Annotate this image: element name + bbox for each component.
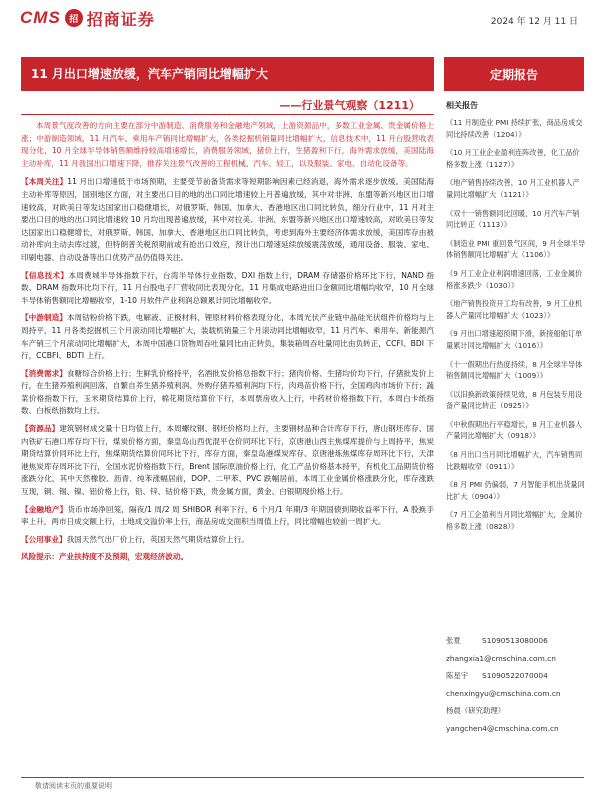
- related-report-link[interactable]: 《制造业 PMI 重回景气区间，9 月全球半导体销售额同比增幅扩大（1106）》: [446, 238, 586, 260]
- section-tag: 【资源品】: [21, 424, 60, 434]
- sidebar: [446, 100, 586, 540]
- main-content: [21, 120, 434, 770]
- analyst-license-id: S1090513080006: [482, 636, 548, 645]
- related-report-link[interactable]: 《中秋假期出行平稳增长，8 月工业机器人产量同比增幅扩大（0918）》: [446, 419, 583, 441]
- section-text: 本周费城半导体指数下行，台湾半导体行业指数、DXI 指数上行，DRAM 存储器价格环比下行，NAND 指数、DRAM 指数环比均下行，11 月台股电子厂营收同比表现分化，11 月集成电路进出口金额同比增幅均收窄，10 月全球半导体销售额同比增幅收窄，1-10 月软件产业利润总额累计同比增幅收窄。: [21, 270, 434, 305]
- report-subtitle: ——行业景气观察（1211）: [279, 99, 420, 112]
- summary-paragraph: 本周景气度改善的方向主要在部分中游制造、消费服务和金融地产领域，上游资源品中，多数工业金属、贵金属价格上涨；中游制造领域，11 月汽车、乘用车产销同比增幅扩大，各类挖掘机销量同比增幅扩大，信息技术中，11 月台股营收表现分化，10 月全球半导体销售额维持较高增速增长，消费服务领域，猪价上行，生猪盈利下行，海外需求放缓，美国陆海主动补库，11 月我国出口增速下降，推荐关注景气改善的工程机械、汽车、轻工，以及服装、家电、自动化设备等。: [21, 121, 434, 168]
- related-reports-heading: 相关报告: [446, 101, 478, 110]
- section-text: 食糖综合价格上行；生鲜乳价格持平，名酒批发价格总指数下行；猪肉价格、生猪均价均下行，仔猪批发价上行，在生猪养殖利润回落，自繁自养生猪养殖利润、外购仔猪养殖利润均下行，肉鸡苗价格下行，全国鸡肉市场价下行；蔬菜价格指数下行，玉米期货结算价上行，棉花期货结算价下行，本周票房收入上行，中药材价格指数下行，本周白卡纸指数、白板纸指数均上行。: [21, 368, 434, 416]
- section-tag: 【本周关注】: [21, 177, 68, 187]
- section-tag: 【中游制造】: [21, 313, 67, 323]
- related-report-link[interactable]: 《十一假期出行热度持续，8 月全球半导体销售额同比增幅扩大（1009）》: [446, 359, 583, 381]
- subtitle-divider: [21, 114, 434, 115]
- brand-logo: [20, 8, 155, 28]
- analyst-email[interactable]: yangchen4@cmschina.com.cn: [446, 723, 559, 733]
- logo-company-name: 招商证券: [86, 9, 155, 29]
- section-item: [21, 504, 434, 529]
- analyst-contacts: [446, 632, 586, 738]
- related-report-link[interactable]: 《7 月工企盈利当月同比增幅扩大，金属价格多数上涨（0828）》: [446, 510, 583, 532]
- related-report-link[interactable]: 《10 月工业企业盈利连阵改善，化工品价格多数上涨（1127）》: [446, 148, 580, 169]
- analyst-email[interactable]: zhangxia1@cmschina.com.cn: [446, 653, 556, 663]
- related-report-link[interactable]: 《9 月出口增速超预期下滑，新接船舶订单量累计同比增幅扩大（1016）》: [446, 329, 583, 350]
- report-date: 2024 年 12 月 11 日: [490, 17, 578, 27]
- logo-cms-text: CMS: [20, 8, 61, 27]
- section-item: [21, 312, 434, 362]
- analyst-name: 陈星宇: [446, 671, 469, 681]
- section-tag: 【信息技术】: [21, 270, 69, 280]
- section-text: 11 月出口增速低于市场预期，主要受节前备货需求等短期影响因素已经消退，海外需求逐步放缓。美国陆海主动补库等原因，国别地区方面，对主要出口目的地的出口同比增速较上月普遍放缓，其中对非洲、东盟等新兴地区出口增速较高，对欧美日等发达国家出口稳健增长，对俄罗斯、韩国、加拿大、香港地区出口同比转负，细分行业中，11 月对主要出口目的地的出口同比增速较 10 月均出现普遍放缓，其中对拉美、非洲、东盟等新兴地区出口增速较高，对欧美日等发达国家出口稳健增长，对俄罗斯、韩国、加拿大、香港地区出口同比转负，考虑到海外主要经济体需求放缓，美国库存由被动补库向主动去库过渡，但特朗普关税预期前或有抢出口效应，预计出口增速延续放缓震荡放缓，通用设备、服装、家电、印刷电器、自动设备等出口优势产品仍值得关注。: [21, 177, 434, 262]
- section-tag: 【金融地产】: [21, 504, 68, 514]
- related-report-link[interactable]: 《地产销售投资开工均有改善，9 月工业机器人产量同比增幅扩大（1023）》: [446, 299, 583, 320]
- analyst-row: [446, 667, 586, 685]
- logo-mark-icon: 招: [65, 9, 83, 27]
- report-type-tag: 定期报告: [444, 57, 584, 91]
- related-report-link[interactable]: 《9 月工业企业利润增速回落，工业金属价格涨多跌少（1030）》: [446, 268, 583, 290]
- section-tag: 【消费需求】: [21, 368, 67, 378]
- report-title: 11 月出口增速放缓，汽车产销同比增幅扩大: [31, 67, 268, 81]
- section-text: 我国天然气出厂价上行，英国天然气期货结算价上行。: [66, 534, 249, 544]
- analyst-name: 张夏: [446, 636, 461, 645]
- assistant-name: 杨晨（研究助理）: [446, 706, 506, 716]
- analyst-license-id: S1090522070004: [482, 671, 548, 681]
- analyst-row: [446, 632, 586, 650]
- section-item: [21, 368, 434, 418]
- section-tag: 【公用事业】: [21, 534, 67, 544]
- section-text: 建筑钢材成交量十日均值上行，本周螺纹钢、钢坯价格均上行，主要钢材品种合计库存下行，唐山钢坯库存、国内铁矿石港口库存均下行，煤炭价格方面，秦皇岛山西优混平仓价同环比下行，京唐港山西主焦煤库提价与上周持平，焦炭期货结算价同环比上行，焦煤期货结算价同环比下行，库存方面，秦皇岛港煤炭库存、京唐港炼焦煤库存周环比下行，天津港焦炭库存周环比下行，全国水泥价格指数下行，Brent 国际原油价格上行，化工产品价格基本持平，有机化工品期货价格涨跌分化，其中天然橡胶、沥青、纯苯涨幅居前，DOP、二甲苯、PVC 跌幅居前，本周工业金属价格涨跌分化，库存涨跌互现，铜、锡、镍、铝价格上行，铅、锌、钴价格下跌，贵金属方面，黄金、白银期现价格上行。: [21, 424, 434, 497]
- related-report-link[interactable]: 《以旧换新政策持续见效，8 月包装专用设备产量同比转正（0925）》: [446, 389, 583, 411]
- related-report-link[interactable]: 《双十一销售额同比回暖，10 月汽车产销同比转正（1113）》: [446, 208, 580, 230]
- footer-divider: [21, 777, 584, 778]
- risk-warning: 风险提示：产业扶持度不及预期，宏观经济波动。: [21, 552, 189, 562]
- title-banner: [21, 57, 434, 91]
- related-reports-list: [446, 117, 586, 533]
- section-text: 本周钴粉价格下跌，电解液、正极材料、锂原材料价格表现分化，本周光伏产业链中晶硅光伏组件价格均与上周持平，11 月各类挖掘机三个月滚动同比增幅扩大，装载机销量三个月滚动同比增幅收窄，11 月汽车、乘用车、新能源汽车产销三个月滚动同比增幅扩大，本周中国港口货物周吞吐量同比由正转负，集装箱周吞吐量同比由负转正，CCFI、BDI 下行，CCBFI、BDTI 上行。: [21, 313, 434, 361]
- related-report-link[interactable]: 《11 月制造业 PMI 持续扩张，商品房成交同比持续改善（1204）》: [446, 118, 583, 139]
- section-item: [21, 176, 434, 264]
- related-report-link[interactable]: 《8 月 PMI 仍偏弱，7 月智能手机出货量同比扩大（0904）》: [446, 480, 585, 501]
- related-report-link[interactable]: 《地产销售持续改善，10 月工业机器人产量同比增幅扩大（1121）》: [446, 178, 580, 199]
- section-text: 货币市场净回笼，隔夜/1 周/2 周 SHIBOR 利率下行，6 个月/1 年期/3 年期国债到期收益率下行，A 股换手率上升，两市日成交额上行，土地成交溢价率上行，商品房成交面积当周值上行，同比增幅也较前一周扩大。: [21, 504, 434, 527]
- section-item: [21, 423, 434, 499]
- section-item: [21, 270, 434, 308]
- section-item: [21, 534, 434, 547]
- related-report-link[interactable]: 《8 月出口当月同比增幅扩大，汽车销售同比跌幅收窄（0911）》: [446, 450, 583, 471]
- analyst-email[interactable]: chenxingyu@cmschina.com.cn: [446, 688, 561, 698]
- footer-note: 敬请阅读末页的重要说明: [35, 782, 112, 790]
